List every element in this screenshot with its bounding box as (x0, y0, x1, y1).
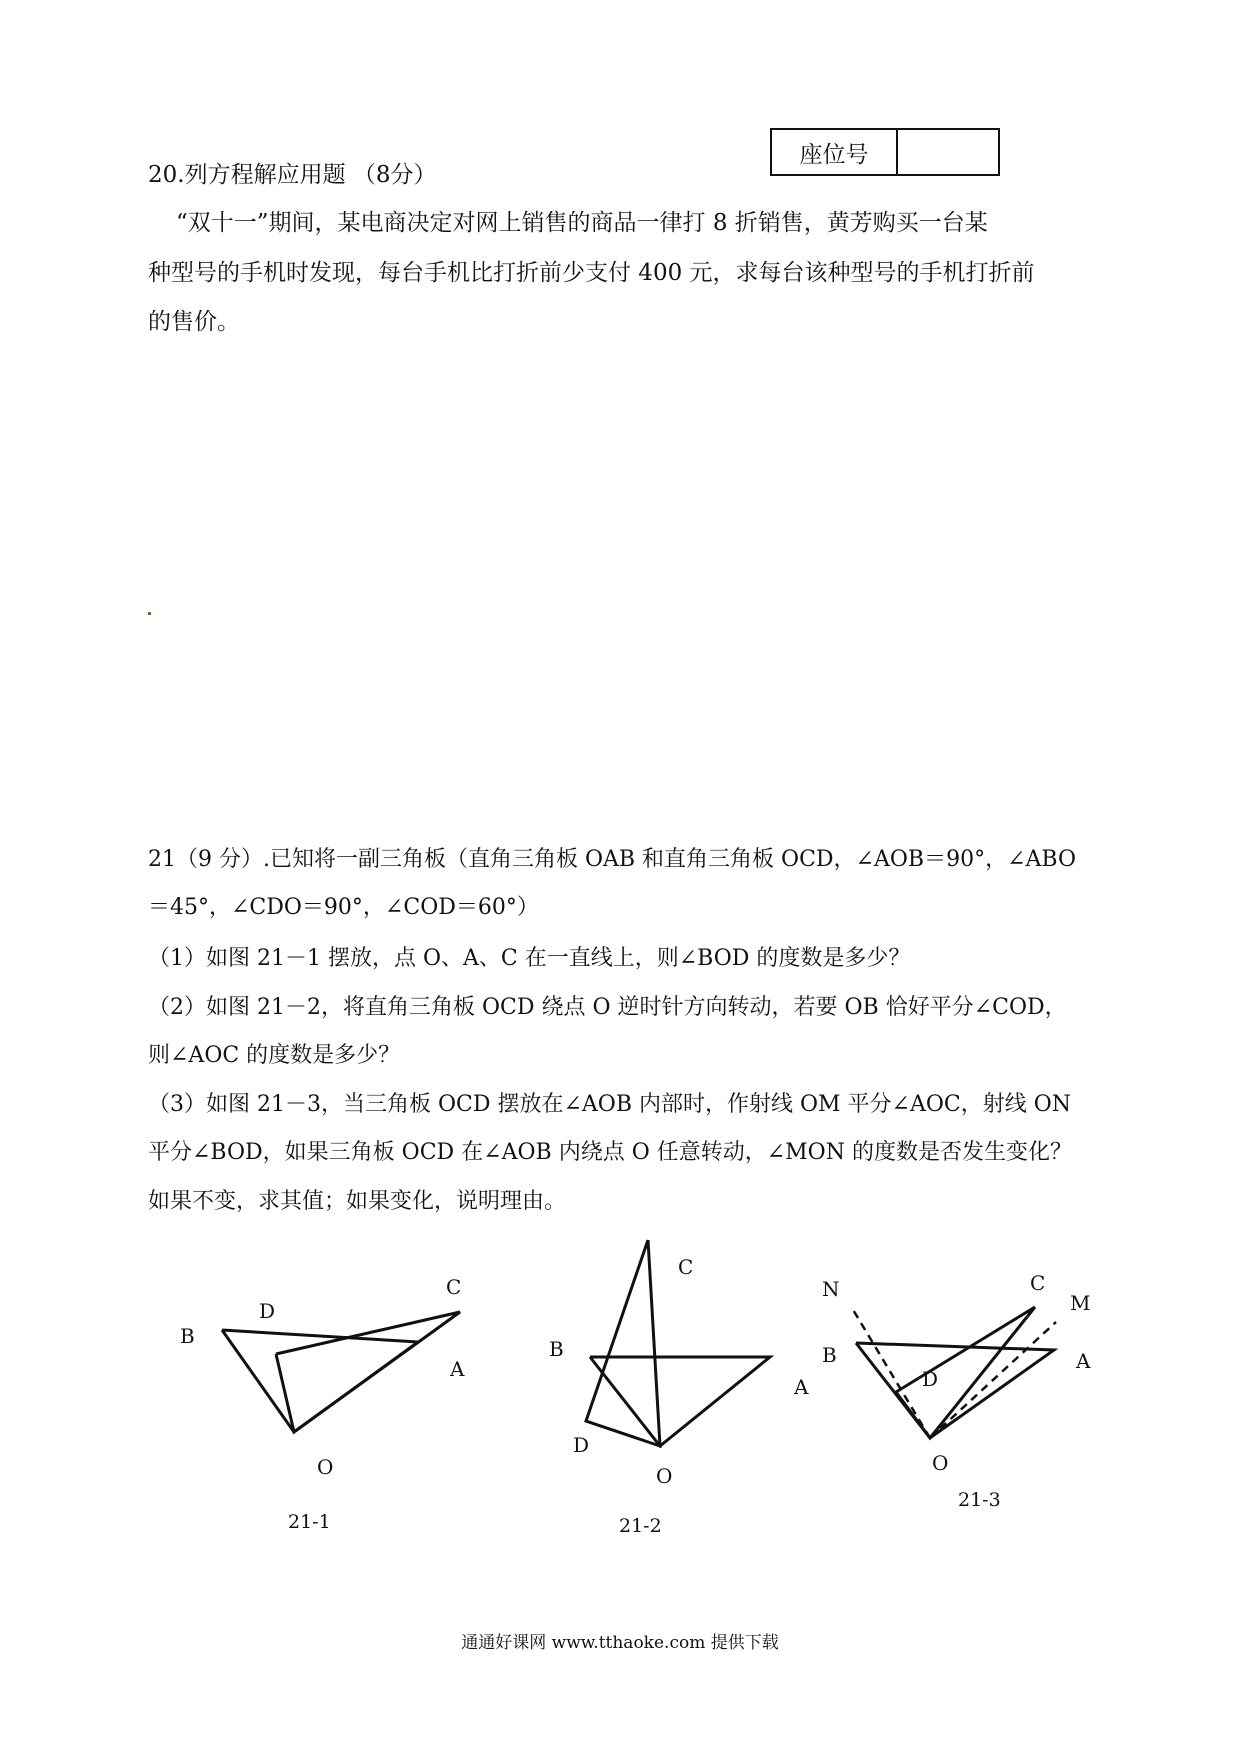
triangle-ocd-21-1 (276, 1312, 460, 1432)
q21-line-7: 平分∠BOD，如果三角板 OCD 在∠AOB 内绕点 O 任意转动，∠MON 的度数是否发生变化？ (148, 1140, 1072, 1165)
triangle-ocd-21-2 (586, 1240, 660, 1446)
q21-line-2: ＝45°，∠CDO＝90°，∠COD＝60°） (148, 895, 539, 920)
caption-21-2: 21-2 (619, 1515, 662, 1537)
label-d-21-3: D (922, 1367, 939, 1391)
figure-21-3-lines (856, 1307, 1054, 1438)
label-c-21-3: C (1030, 1271, 1046, 1295)
q20-title: 20.列方程解应用题 （8分） (148, 162, 437, 188)
q20-line-1: “双十一”期间，某电商决定对网上销售的商品一律打 8 折销售，黄芳购买一台某 (176, 210, 988, 236)
label-o-21-3: O (932, 1451, 949, 1475)
q21-line-3: （1）如图 21－1 摆放，点 O、A、C 在一直线上，则∠BOD 的度数是多少？ (148, 946, 911, 971)
label-b-21-2: B (549, 1337, 564, 1361)
label-a-21-1: A (450, 1357, 465, 1381)
label-d-21-2: D (573, 1433, 590, 1457)
label-b-21-1: B (180, 1324, 195, 1348)
triangle-ocd-21-3 (896, 1307, 1035, 1438)
q21-line-5: 则∠AOC 的度数是多少？ (148, 1043, 401, 1068)
label-b-21-3: B (822, 1343, 837, 1367)
label-o-21-1: O (317, 1455, 334, 1479)
ray-om-21-3 (930, 1322, 1056, 1438)
label-d-21-1: D (259, 1299, 276, 1323)
figure-21-1-lines (222, 1312, 460, 1432)
label-o-21-2: O (656, 1464, 673, 1488)
caption-21-1: 21-1 (288, 1511, 331, 1533)
label-n-21-3: N (822, 1277, 840, 1301)
label-a-21-3: A (1076, 1349, 1091, 1373)
ray-on-21-3 (852, 1308, 930, 1438)
footer-source: 通通好课网 www.tthaoke.com 提供下载 (461, 1633, 779, 1653)
q21-line-6: （3）如图 21－3，当三角板 OCD 摆放在∠AOB 内部时，作射线 OM 平分∠AOC，射线 ON (148, 1092, 1072, 1117)
q20-line-3: 的售价。 (148, 309, 240, 335)
label-a-21-2: A (794, 1375, 809, 1399)
label-m-21-3: M (1070, 1291, 1091, 1315)
label-c-21-1: C (446, 1275, 462, 1299)
q21-line-8: 如果不变，求其值；如果变化，说明理由。 (148, 1189, 567, 1214)
caption-21-3: 21-3 (958, 1489, 1001, 1511)
q21-line-1: 21（9 分）.已知将一副三角板（直角三角板 OAB 和直角三角板 OCD，∠AOB＝90°，∠ABO (148, 847, 1077, 872)
q21-line-4: （2）如图 21－2，将直角三角板 OCD 绕点 O 逆时针方向转动，若要 OB 恰好平分∠COD， (148, 995, 1067, 1020)
seat-number-label: 座位号 (772, 130, 898, 174)
q20-line-2: 种型号的手机时发现，每台手机比打折前少支付 400 元，求每台该种型号的手机打折前 (148, 260, 1035, 286)
label-c-21-2: C (678, 1255, 694, 1279)
